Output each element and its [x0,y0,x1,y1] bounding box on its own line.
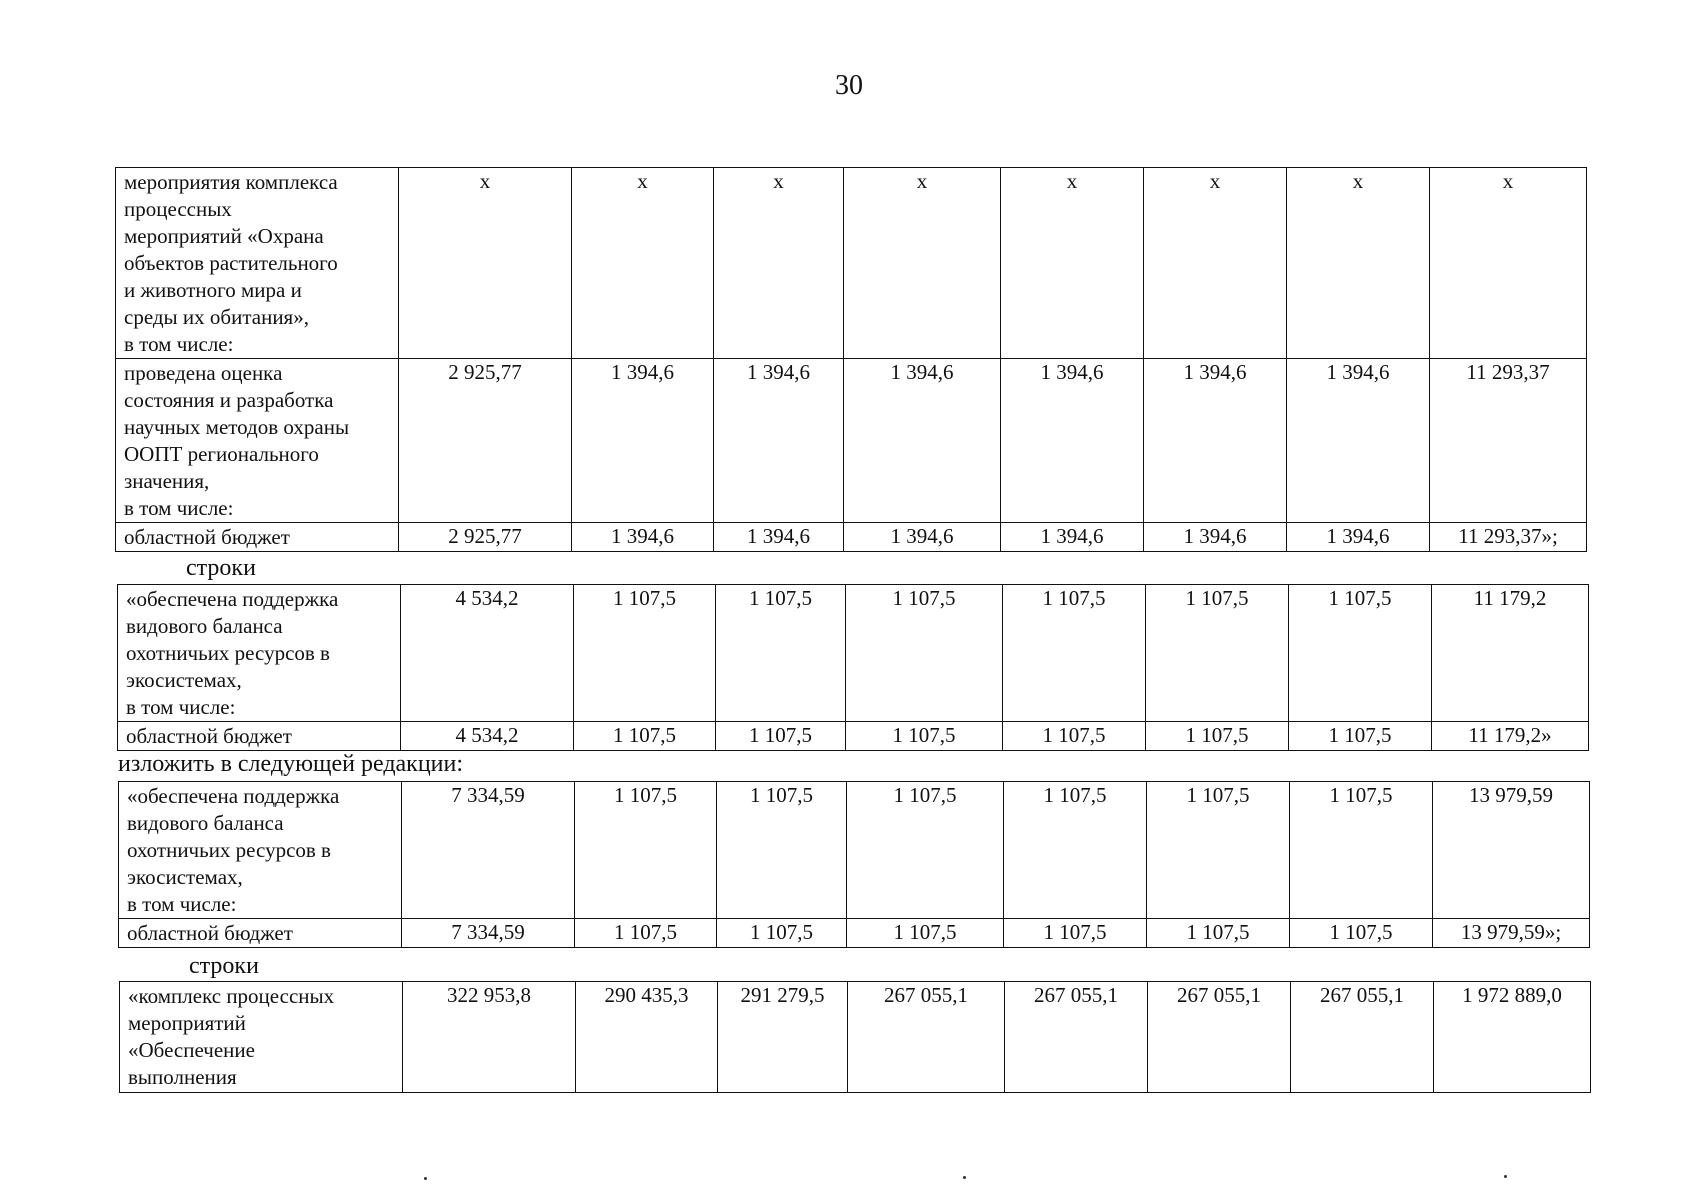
value-cell: x [399,168,572,359]
value-cell: 1 394,6 [572,523,714,552]
value-cell: 7 334,59 [402,919,575,948]
value-cell: 1 107,5 [846,722,1003,751]
caption-replace: изложить в следующей редакции: [118,751,464,777]
row-label: областной бюджет [119,919,402,948]
value-cell: 13 979,59 [1433,782,1590,919]
value-cell: 1 107,5 [716,722,846,751]
row-label: проведена оценка состояния и разработка научных методов охраны ООПТ регионального значения, в том числе: [116,359,399,523]
value-cell: 1 107,5 [717,782,847,919]
budget-table-1 [115,167,1587,552]
value-cell: 290 435,3 [576,982,718,1093]
page-number: 30 [835,70,863,101]
value-cell: 1 107,5 [1289,722,1432,751]
value-cell: 1 394,6 [1287,359,1430,523]
value-cell: 1 394,6 [714,359,844,523]
row-label: мероприятия комплекса процессных мероприятий «Охрана объектов растительного и животного мира и среды их обитания», в том числе: [116,168,399,359]
value-cell: 1 394,6 [572,359,714,523]
value-cell: 2 925,77 [399,523,572,552]
value-cell: 267 055,1 [848,982,1005,1093]
value-cell: 11 179,2 [1432,585,1589,722]
table-row [120,982,1591,1093]
value-cell: 1 394,6 [1287,523,1430,552]
value-cell: 1 107,5 [847,919,1004,948]
value-cell: 1 107,5 [1003,585,1146,722]
value-cell: 1 394,6 [844,523,1001,552]
value-cell: 267 055,1 [1291,982,1434,1093]
value-cell: x [714,168,844,359]
table-row [118,585,1589,722]
value-cell: 1 107,5 [1290,782,1433,919]
row-label: «обеспечена поддержка видового баланса охотничьих ресурсов в экосистемах, в том числе: [119,782,402,919]
value-cell: 11 293,37 [1430,359,1587,523]
value-cell: 1 394,6 [1144,523,1287,552]
value-cell: 4 534,2 [401,585,574,722]
value-cell: 11 293,37»; [1430,523,1587,552]
value-cell: 1 972 889,0 [1434,982,1591,1093]
row-label: областной бюджет [118,722,401,751]
budget-table-3 [118,781,1590,948]
value-cell: x [1001,168,1144,359]
value-cell: 1 107,5 [575,919,717,948]
value-cell: 1 107,5 [1290,919,1433,948]
value-cell: 13 979,59»; [1433,919,1590,948]
value-cell: 1 394,6 [844,359,1001,523]
table-row [116,168,1587,359]
row-label: «комплекс процессных мероприятий «Обеспечение выполнения [120,982,403,1093]
value-cell: 1 107,5 [846,585,1003,722]
value-cell: 11 179,2» [1432,722,1589,751]
value-cell: 291 279,5 [718,982,848,1093]
value-cell: 4 534,2 [401,722,574,751]
value-cell: 1 394,6 [1001,359,1144,523]
value-cell: 1 107,5 [1146,722,1289,751]
budget-table-4 [119,981,1591,1093]
value-cell: 1 107,5 [1289,585,1432,722]
table-row [119,782,1590,919]
value-cell: 1 107,5 [1146,585,1289,722]
value-cell: 1 107,5 [574,585,716,722]
scan-speck [424,1177,427,1180]
value-cell: x [1144,168,1287,359]
value-cell: 2 925,77 [399,359,572,523]
value-cell: x [844,168,1001,359]
value-cell: x [572,168,714,359]
table-row [116,359,1587,523]
value-cell: 1 394,6 [714,523,844,552]
caption-rows: строки [189,953,259,979]
value-cell: 1 107,5 [1147,782,1290,919]
scan-speck [963,1176,966,1179]
value-cell: 1 107,5 [716,585,846,722]
value-cell: 1 107,5 [575,782,717,919]
value-cell: 7 334,59 [402,782,575,919]
table-row [118,722,1589,751]
caption-rows: строки [186,555,256,581]
value-cell: x [1430,168,1587,359]
value-cell: 1 107,5 [1003,722,1146,751]
value-cell: 1 107,5 [1147,919,1290,948]
value-cell: 322 953,8 [403,982,576,1093]
row-label: «обеспечена поддержка видового баланса охотничьих ресурсов в экосистемах, в том числе: [118,585,401,722]
value-cell: 1 107,5 [847,782,1004,919]
value-cell: x [1287,168,1430,359]
budget-table-2 [117,584,1589,751]
scan-speck [1504,1175,1507,1178]
value-cell: 267 055,1 [1148,982,1291,1093]
value-cell: 1 107,5 [574,722,716,751]
row-label: областной бюджет [116,523,399,552]
value-cell: 1 394,6 [1001,523,1144,552]
value-cell: 267 055,1 [1005,982,1148,1093]
value-cell: 1 107,5 [1004,919,1147,948]
value-cell: 1 107,5 [1004,782,1147,919]
table-row [116,523,1587,552]
value-cell: 1 394,6 [1144,359,1287,523]
value-cell: 1 107,5 [717,919,847,948]
table-row [119,919,1590,948]
